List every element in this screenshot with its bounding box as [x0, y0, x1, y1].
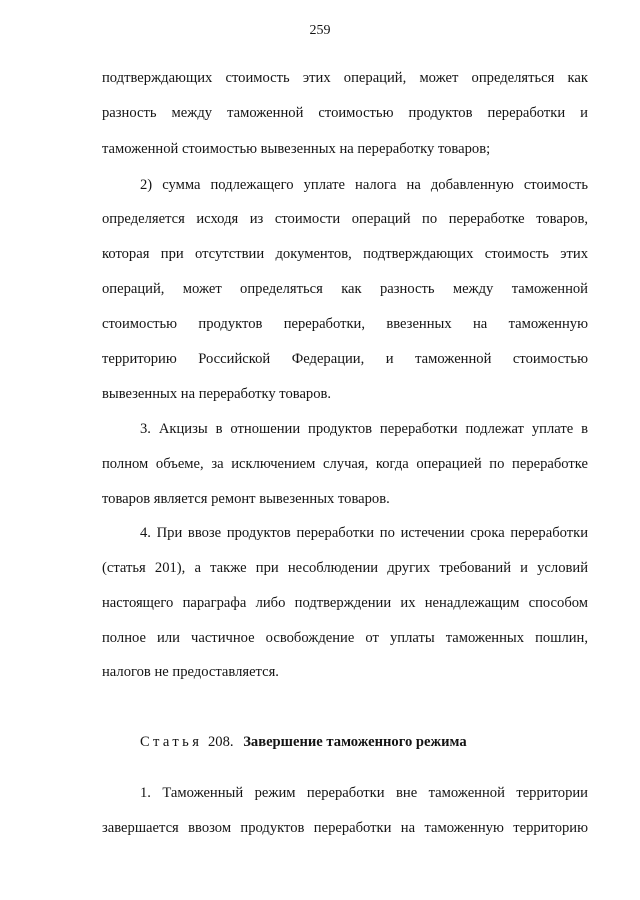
text-line: 3. Акцизы в отношении продуктов переработки подлежат уплате в	[140, 421, 588, 437]
text-line: 1. Таможенный режим переработки вне таможенной территории	[140, 785, 588, 801]
text-line: подтверждающих стоимость этих операций, может определяться как	[102, 70, 588, 86]
page-number: 259	[309, 23, 331, 38]
text-line: полном объеме, за исключением случая, когда операцией по переработке	[102, 456, 588, 472]
text-line: товаров является ремонт вывезенных товаров.	[102, 491, 390, 507]
text-line: 2) сумма подлежащего уплате налога на добавленную стоимость	[140, 177, 588, 193]
article-title: Завершение таможенного режима	[243, 734, 467, 750]
article-number: 208.	[208, 734, 234, 750]
text-line: стоимостью продуктов переработки, ввезенных на таможенную	[102, 316, 588, 332]
text-line: которая при отсутствии документов, подтверждающих стоимость этих	[102, 246, 588, 262]
text-line: налогов не предоставляется.	[102, 664, 279, 680]
article-label: Статья	[140, 734, 203, 750]
text-line: 4. При ввозе продуктов переработки по истечении срока переработки	[140, 525, 588, 541]
article-heading	[140, 732, 467, 752]
text-line: настоящего параграфа либо подтверждении их ненадлежащим способом	[102, 595, 588, 611]
text-line: операций, может определяться как разность между таможенной	[102, 281, 588, 297]
text-line: разность между таможенной стоимостью продуктов переработки и	[102, 105, 588, 121]
text-line: вывезенных на переработку товаров.	[102, 386, 332, 402]
text-line: территорию Российской Федерации, и таможенной стоимостью	[102, 351, 588, 367]
text-line: завершается ввозом продуктов переработки на таможенную территорию	[102, 820, 588, 836]
text-line: таможенной стоимостью вывезенных на переработку товаров;	[102, 141, 491, 157]
text-line: полное или частичное освобождение от уплаты таможенных пошлин,	[102, 630, 588, 646]
text-line: определяется исходя из стоимости операций по переработке товаров,	[102, 211, 588, 227]
text-line: (статья 201), а также при несоблюдении других требований и условий	[102, 560, 588, 576]
